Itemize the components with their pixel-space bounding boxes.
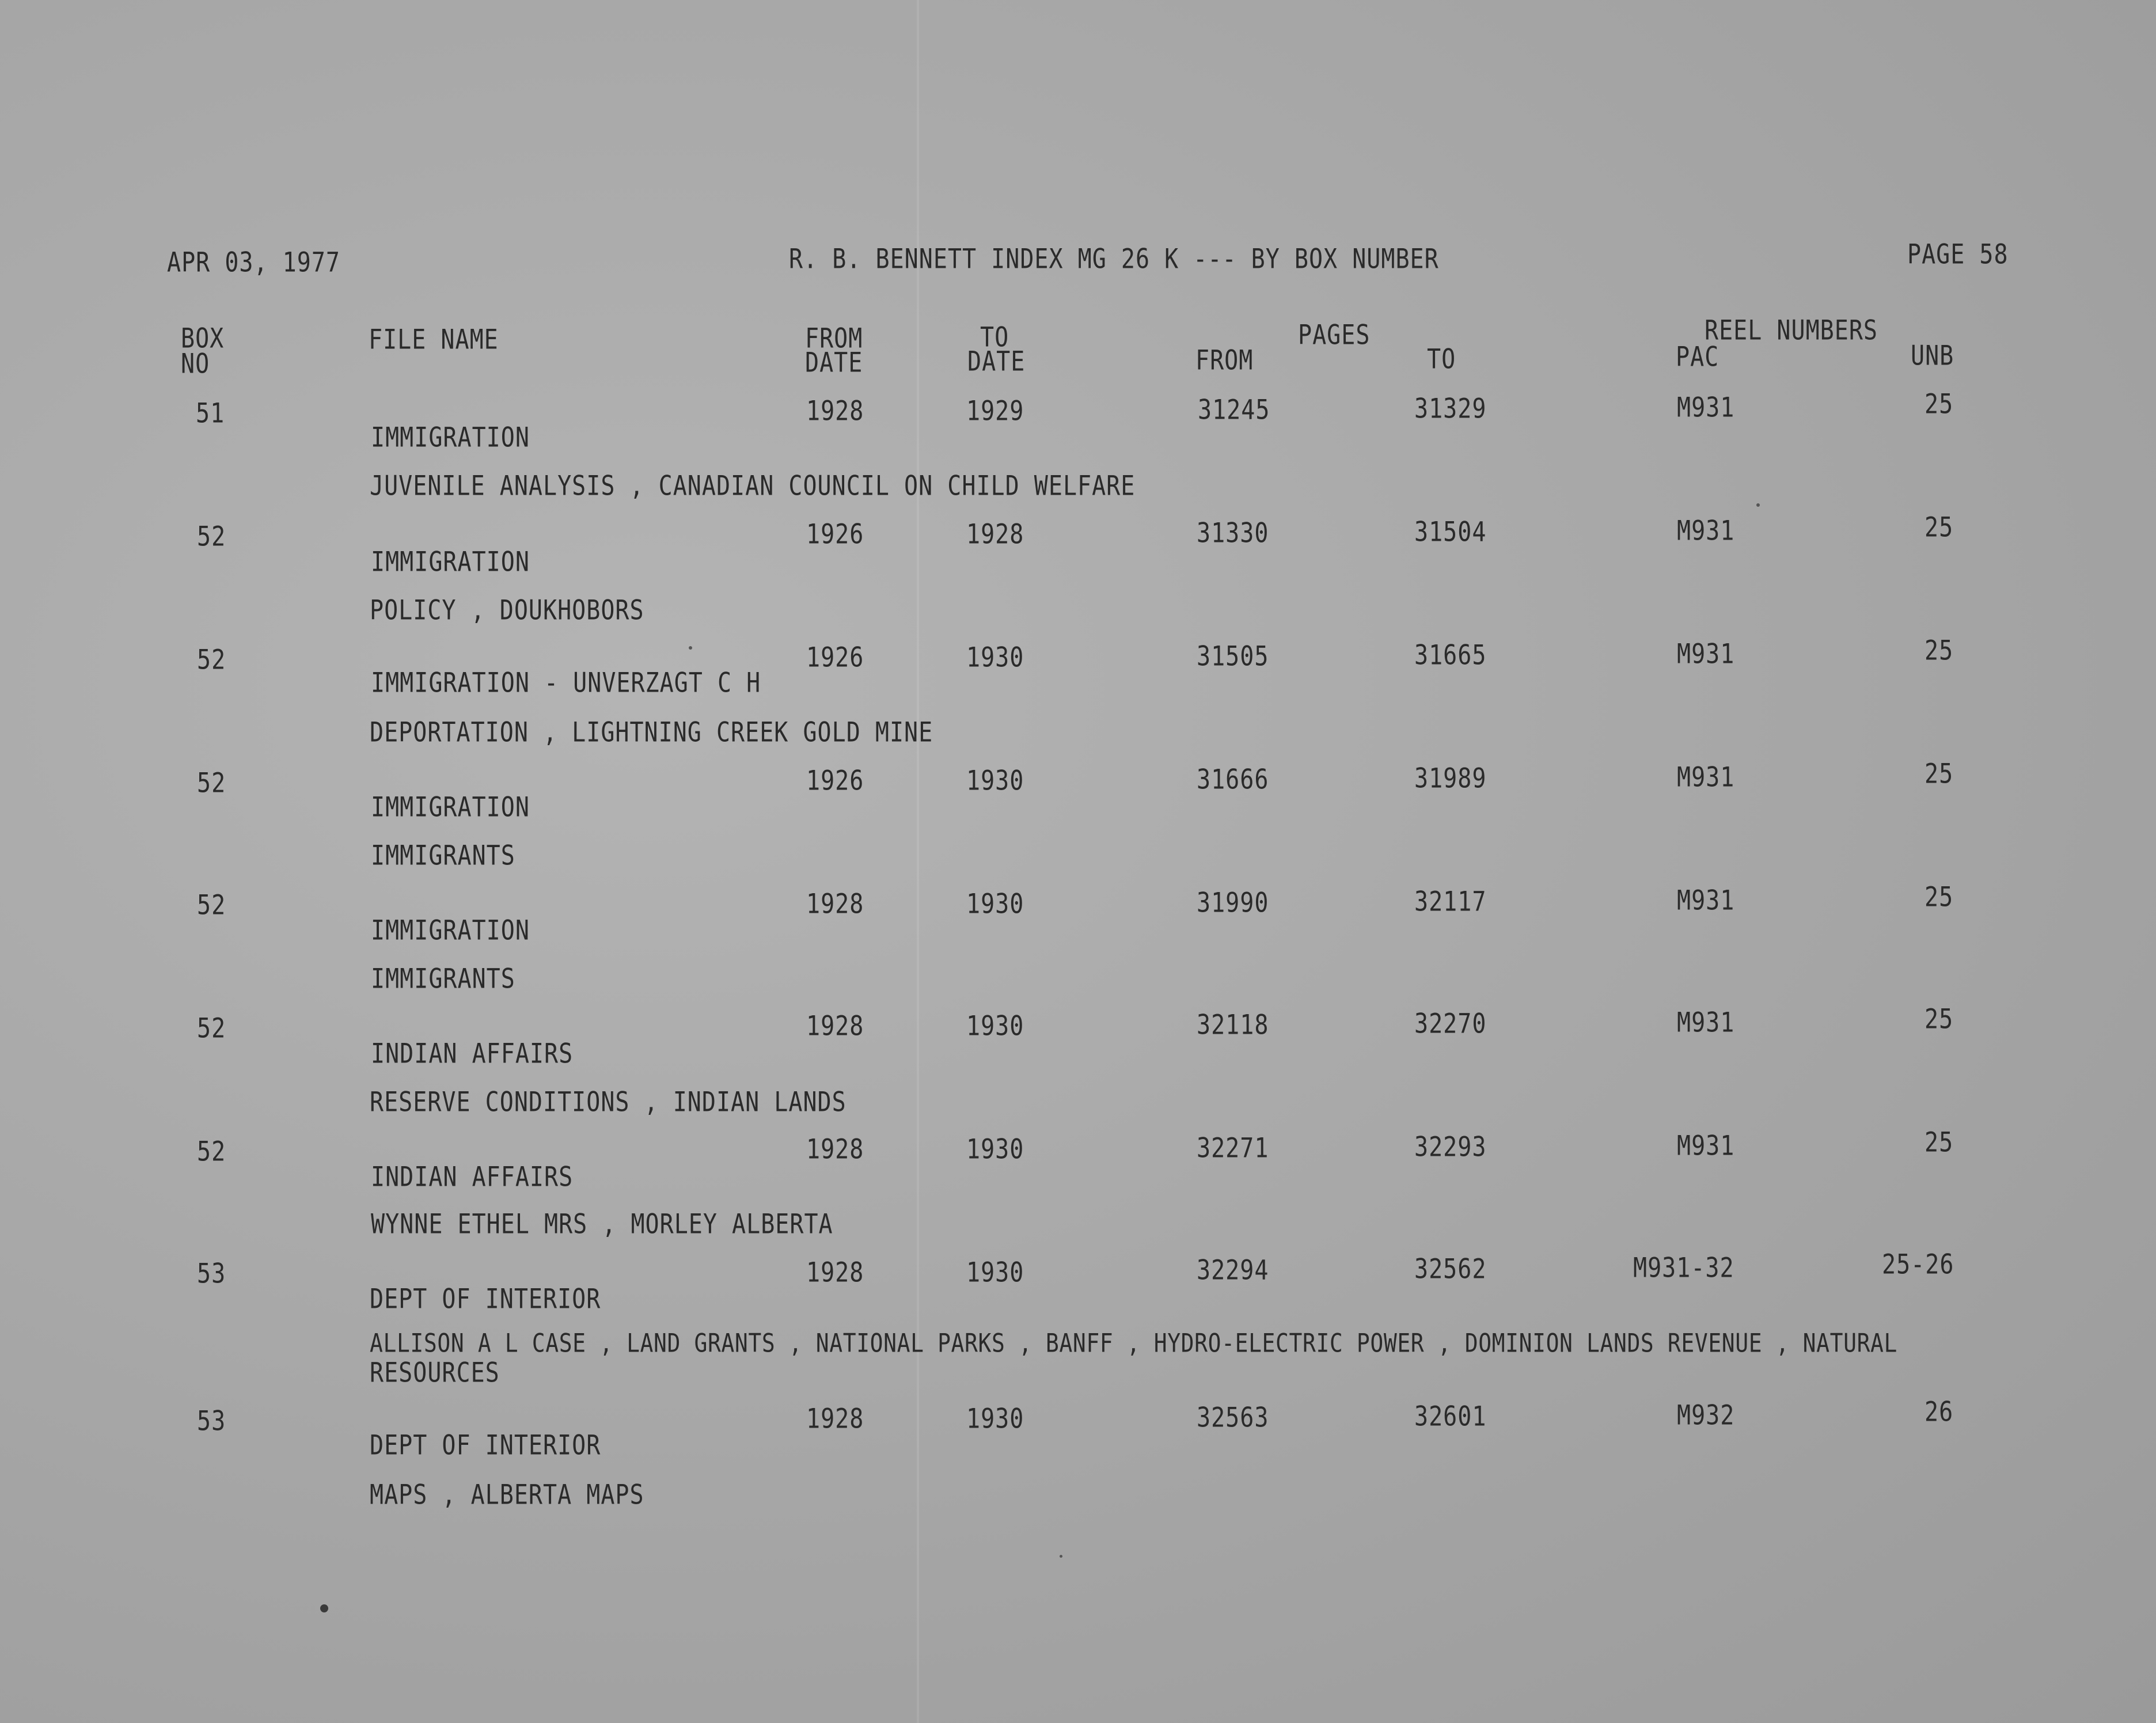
cell-to-date: 1930 bbox=[966, 1010, 1024, 1042]
dust-speck bbox=[1060, 1555, 1062, 1558]
col-pages: PAGES bbox=[1298, 319, 1371, 351]
col-pages-from: FROM bbox=[1195, 344, 1254, 377]
col-file-name: FILE NAME bbox=[369, 324, 499, 356]
cell-from-date: 1928 bbox=[806, 1133, 864, 1166]
col-to-date-1: TO bbox=[980, 321, 1009, 354]
cell-from-date: 1926 bbox=[806, 765, 864, 797]
col-box-label: BOX bbox=[181, 322, 225, 355]
report-date: APR 03, 1977 bbox=[167, 246, 340, 279]
cell-file-name: INDIAN AFFAIRS bbox=[371, 1161, 574, 1193]
dust-speck bbox=[1756, 503, 1760, 507]
cell-subjects: MAPS , ALBERTA MAPS bbox=[370, 1479, 644, 1511]
cell-box: 52 bbox=[197, 521, 226, 553]
cell-unb: 25 bbox=[1925, 635, 1954, 667]
dust-speck bbox=[689, 646, 692, 650]
cell-page-to: 31665 bbox=[1414, 639, 1487, 671]
cell-page-to: 32117 bbox=[1414, 886, 1487, 918]
col-pac: PAC bbox=[1676, 341, 1720, 373]
cell-page-from: 32118 bbox=[1197, 1009, 1269, 1041]
cell-unb: 25 bbox=[1925, 1003, 1954, 1035]
col-from-date-1: FROM bbox=[805, 322, 863, 355]
cell-box: 52 bbox=[197, 767, 226, 799]
dust-speck bbox=[320, 1604, 328, 1612]
cell-page-to: 32270 bbox=[1414, 1008, 1487, 1040]
cell-file-name: DEPT OF INTERIOR bbox=[370, 1429, 601, 1462]
cell-page-to: 32293 bbox=[1414, 1131, 1487, 1163]
cell-box: 52 bbox=[197, 1012, 226, 1045]
cell-box: 53 bbox=[197, 1258, 226, 1290]
cell-subjects: RESERVE CONDITIONS , INDIAN LANDS bbox=[370, 1086, 847, 1118]
cell-from-date: 1928 bbox=[806, 1403, 864, 1435]
cell-subjects: IMMIGRANTS bbox=[371, 840, 515, 872]
cell-page-from: 31990 bbox=[1197, 887, 1269, 919]
cell-to-date: 1929 bbox=[966, 395, 1024, 427]
cell-to-date: 1930 bbox=[966, 888, 1024, 920]
cell-unb: 25 bbox=[1925, 881, 1954, 913]
cell-file-name: INDIAN AFFAIRS bbox=[371, 1038, 574, 1070]
cell-subjects: ALLISON A L CASE , LAND GRANTS , NATIONAL PARKS , BANFF , HYDRO-ELECTRIC POWER , DOMINION LANDS REVENUE , NATURAL bbox=[370, 1328, 1898, 1358]
cell-page-to: 31989 bbox=[1414, 762, 1487, 795]
cell-pac: M931 bbox=[1677, 761, 1735, 794]
report-title: R. B. BENNETT INDEX MG 26 K --- BY BOX NUMBER bbox=[789, 243, 1439, 275]
cell-pac: M931 bbox=[1677, 1007, 1735, 1039]
cell-page-from: 31505 bbox=[1197, 640, 1269, 673]
col-to-date-2: DATE bbox=[967, 346, 1026, 378]
cell-subjects: JUVENILE ANALYSIS , CANADIAN COUNCIL ON CHILD WELFARE bbox=[370, 470, 1136, 502]
col-unb: UNB bbox=[1911, 340, 1954, 372]
cell-file-name: IMMIGRATION bbox=[371, 791, 530, 823]
col-reel-numbers: REEL NUMBERS bbox=[1705, 314, 1878, 347]
cell-unb: 25 bbox=[1925, 1126, 1954, 1159]
cell-unb: 25-26 bbox=[1882, 1248, 1954, 1281]
cell-pac: M932 bbox=[1677, 1399, 1735, 1432]
cell-page-from: 32294 bbox=[1197, 1254, 1269, 1286]
cell-unb: 25 bbox=[1925, 511, 1954, 544]
cell-unb: 25 bbox=[1925, 758, 1954, 790]
cell-box: 53 bbox=[197, 1405, 226, 1437]
cell-file-name: IMMIGRATION bbox=[371, 546, 530, 578]
cell-page-from: 31666 bbox=[1197, 764, 1269, 796]
cell-from-date: 1928 bbox=[806, 395, 864, 427]
cell-subjects: POLICY , DOUKHOBORS bbox=[370, 594, 644, 627]
cell-to-date: 1930 bbox=[966, 642, 1024, 674]
col-box-label-2: NO bbox=[181, 348, 210, 380]
cell-page-to: 32601 bbox=[1414, 1401, 1487, 1433]
cell-pac: M931 bbox=[1677, 1130, 1735, 1162]
cell-file-name: IMMIGRATION bbox=[371, 422, 530, 454]
cell-unb: 25 bbox=[1925, 388, 1954, 420]
cell-box: 51 bbox=[196, 397, 225, 430]
cell-box: 52 bbox=[197, 889, 226, 921]
cell-from-date: 1926 bbox=[806, 642, 864, 674]
col-pages-to: TO bbox=[1427, 343, 1456, 375]
col-from-date-2: DATE bbox=[805, 347, 863, 379]
cell-page-to: 31329 bbox=[1414, 393, 1487, 425]
cell-page-from: 31245 bbox=[1198, 394, 1270, 426]
cell-pac: M931-32 bbox=[1633, 1252, 1734, 1284]
cell-pac: M931 bbox=[1677, 885, 1735, 917]
cell-from-date: 1928 bbox=[806, 888, 864, 920]
cell-page-to: 32562 bbox=[1414, 1253, 1487, 1285]
cell-box: 52 bbox=[197, 644, 226, 676]
cell-to-date: 1928 bbox=[966, 518, 1024, 551]
cell-page-to: 31504 bbox=[1414, 516, 1487, 548]
page-number: PAGE 58 bbox=[1907, 238, 2009, 271]
cell-file-name: IMMIGRATION bbox=[371, 914, 530, 947]
cell-from-date: 1926 bbox=[806, 518, 864, 551]
cell-subjects-continued: RESOURCES bbox=[370, 1357, 500, 1389]
cell-box: 52 bbox=[197, 1136, 226, 1168]
cell-pac: M931 bbox=[1677, 392, 1735, 424]
cell-to-date: 1930 bbox=[966, 1257, 1024, 1289]
cell-file-name: IMMIGRATION - UNVERZAGT C H bbox=[371, 667, 761, 699]
cell-file-name: DEPT OF INTERIOR bbox=[370, 1283, 601, 1315]
cell-to-date: 1930 bbox=[966, 765, 1024, 797]
cell-pac: M931 bbox=[1677, 638, 1735, 670]
cell-subjects: IMMIGRANTS bbox=[371, 963, 515, 995]
cell-from-date: 1928 bbox=[806, 1010, 864, 1042]
cell-page-from: 31330 bbox=[1197, 517, 1269, 549]
cell-to-date: 1930 bbox=[966, 1133, 1024, 1166]
cell-pac: M931 bbox=[1677, 515, 1735, 547]
cell-subjects: DEPORTATION , LIGHTNING CREEK GOLD MINE bbox=[370, 716, 933, 749]
cell-unb: 26 bbox=[1925, 1396, 1954, 1428]
cell-page-from: 32271 bbox=[1197, 1132, 1269, 1164]
cell-page-from: 32563 bbox=[1197, 1402, 1269, 1434]
cell-subjects: WYNNE ETHEL MRS , MORLEY ALBERTA bbox=[371, 1208, 833, 1240]
cell-to-date: 1930 bbox=[966, 1403, 1024, 1435]
cell-from-date: 1928 bbox=[806, 1257, 864, 1289]
